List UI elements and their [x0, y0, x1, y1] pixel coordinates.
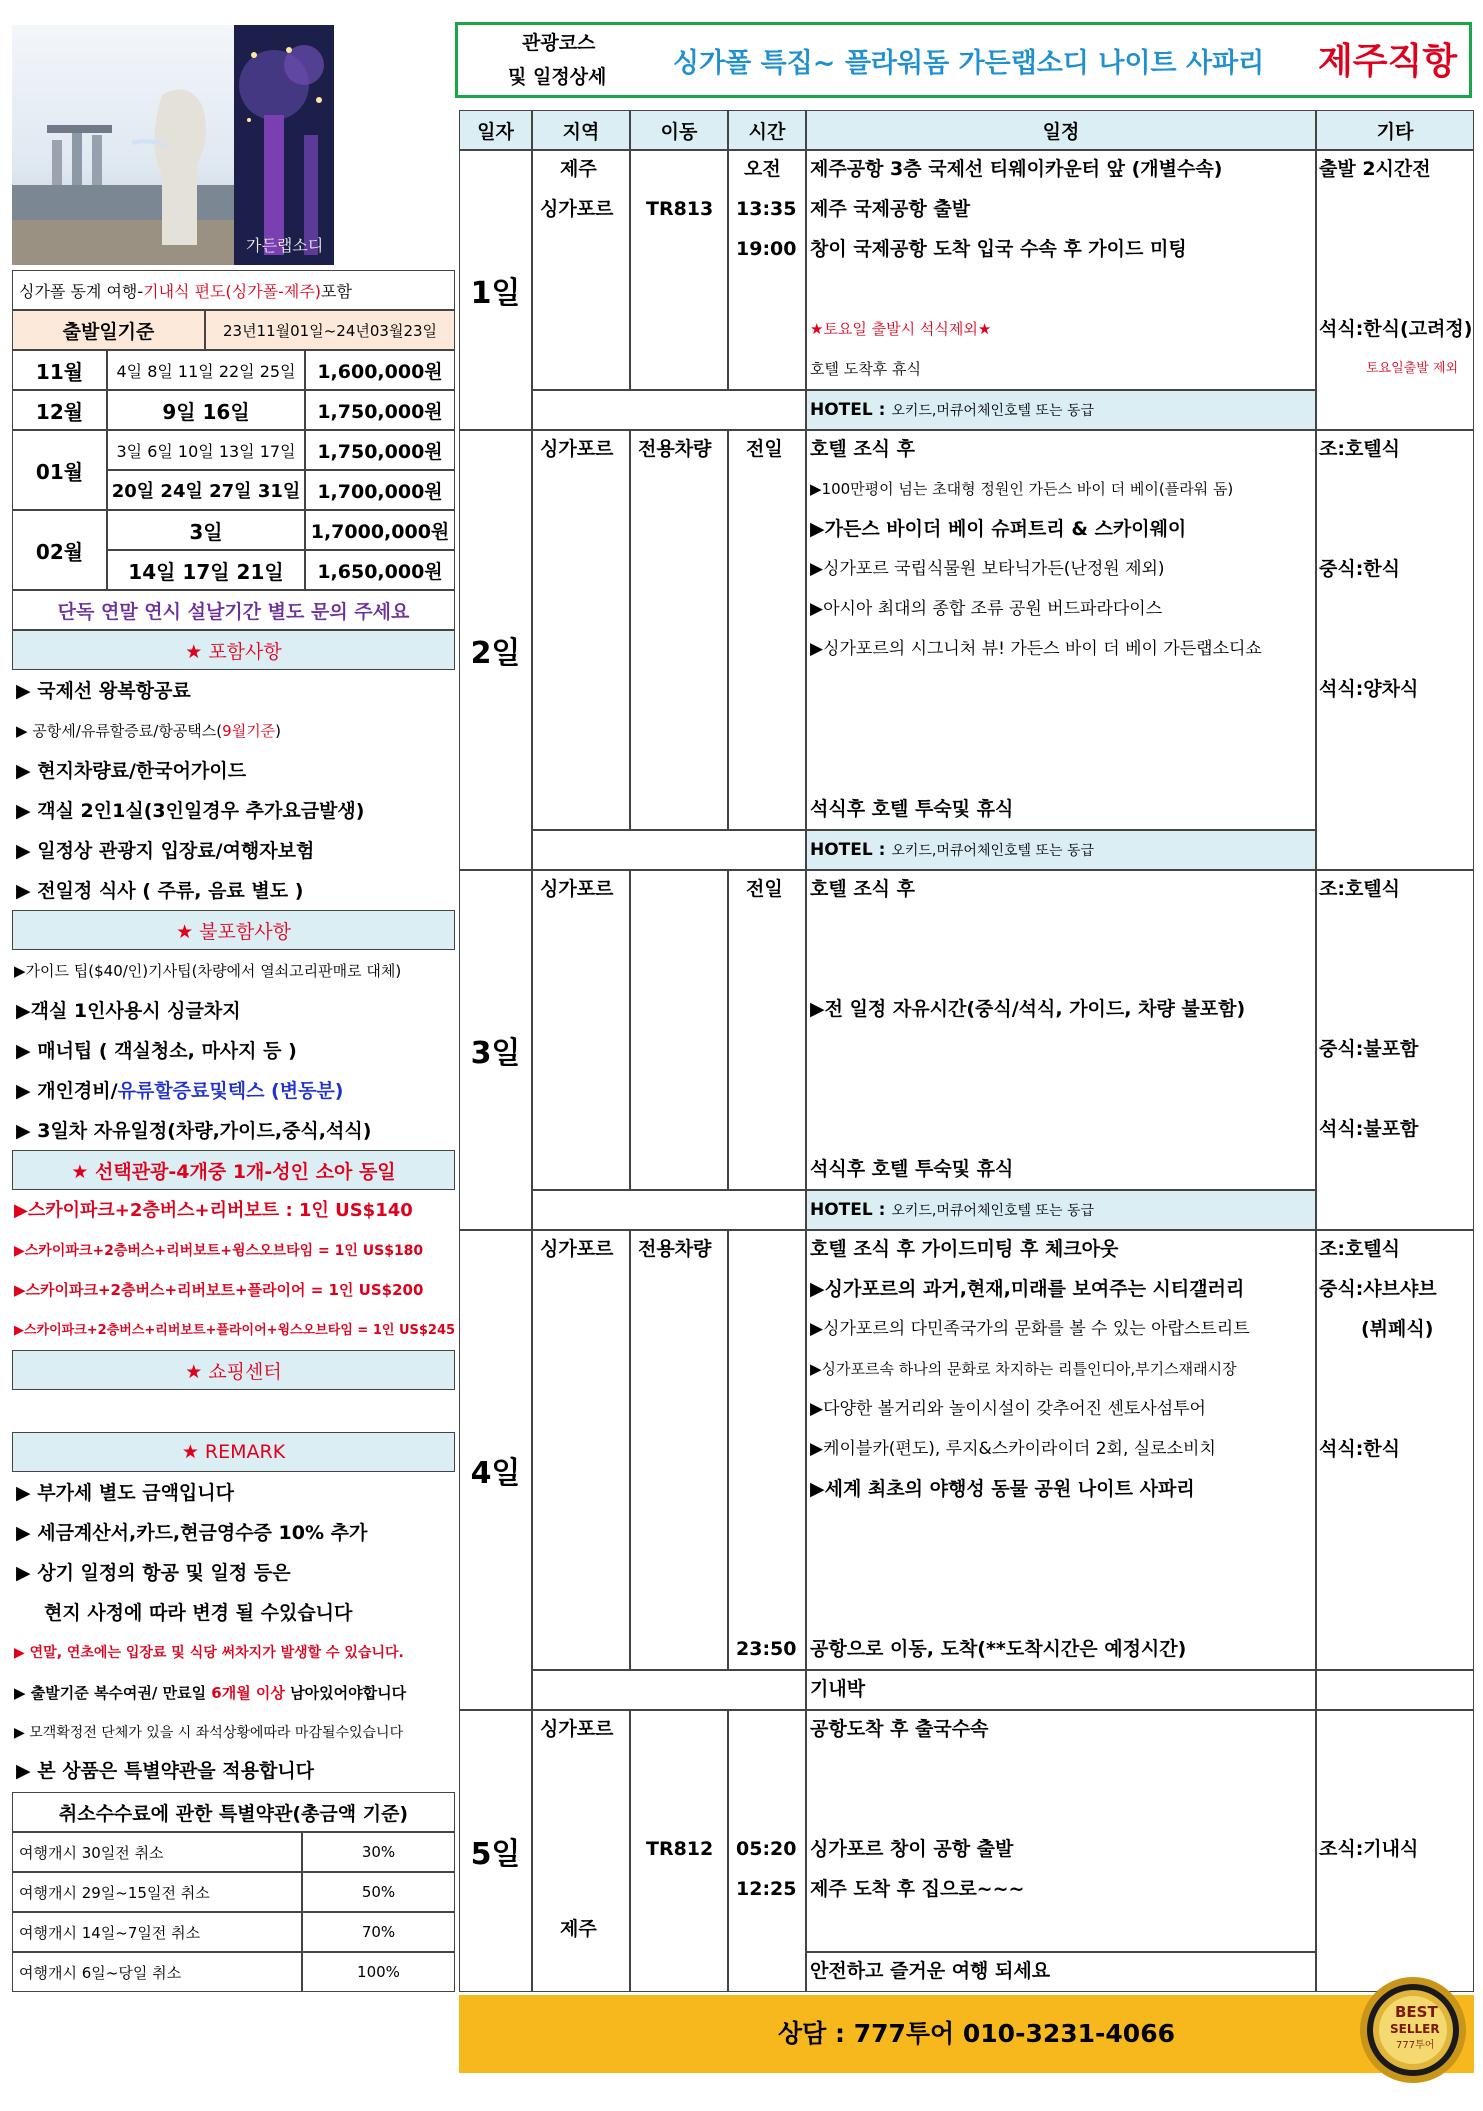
header-region: 지역 — [532, 110, 630, 150]
d1-item-4: ★토요일 출발시 석식제외★ — [810, 320, 992, 338]
d5-item-1: 공항도착 후 출국수속 — [810, 1718, 989, 1740]
trip-line: 싱가폴 동계 여행- 기내식 편도(싱가폴-제주) 포함 — [12, 270, 455, 310]
d2-move-cell — [630, 430, 728, 830]
days-feb-1: 3일 — [107, 510, 305, 550]
d3-etc-3: 석식:불포함 — [1319, 1118, 1419, 1140]
photo-merlion — [12, 25, 234, 265]
d3-item-3: 석식후 호텔 투숙및 휴식 — [810, 1158, 1014, 1180]
d1-itin-cell — [806, 150, 1316, 390]
d4-row2-etc — [1316, 1670, 1474, 1710]
d5-region-1: 싱가포르 — [540, 1718, 614, 1740]
d4-item-2: ▶싱가포르의 과거,현재,미래를 보여주는 시티갤러리 — [810, 1278, 1245, 1300]
d5-region-cell — [532, 1710, 630, 1992]
remark-7: ▶ 모객확정전 단체가 있을 시 좌석상황에따라 마감될수있습니다 — [14, 1725, 404, 1741]
header-transport: 이동 — [630, 110, 728, 150]
days-jan-2: 20일 24일 27일 31일 — [107, 470, 305, 510]
price-feb-1: 1,7000,000원 — [305, 510, 455, 550]
d4-time-cell — [728, 1230, 806, 1670]
price-jan-2: 1,700,000원 — [305, 470, 455, 510]
price-nov: 1,600,000원 — [305, 350, 455, 390]
month-nov: 11월 — [12, 350, 107, 390]
direct-flight-tag: 제주직항 — [1318, 41, 1458, 82]
remark-3: ▶ 상기 일정의 항공 및 일정 등은 — [16, 1562, 291, 1584]
d4-item-4: ▶싱가포르속 하나의 문화로 차지하는 리틀인디아,부기스재래시장 — [810, 1360, 1237, 1378]
day-4: 4일 — [459, 1230, 532, 1710]
d2-etc-1: 조:호텔식 — [1319, 438, 1401, 460]
badge-line-1: BEST — [1395, 2003, 1438, 2021]
cancel-when-3: 여행개시 14일~7일전 취소 — [12, 1912, 302, 1952]
d3-time: 전일 — [746, 878, 783, 900]
d1-etc-3: 토요일출발 제외 — [1366, 361, 1459, 376]
day-5: 5일 — [459, 1710, 532, 1992]
d4-item-9: 기내박 — [810, 1678, 866, 1700]
d5-time-2: 12:25 — [736, 1878, 797, 1900]
cancel-rate-2: 50% — [302, 1872, 455, 1912]
optional-item-4: ▶스카이파크+2층버스+리버보트+플라이어+윙스오브타임 = 1인 US$245 — [14, 1323, 456, 1338]
excluded-item-1: ▶가이드 팁($40/인)기사팁(차량에서 열쇠고리판매로 대체) — [14, 962, 402, 980]
holiday-notice: 단독 연말 연시 설날기간 별도 문의 주세요 — [12, 590, 455, 630]
d1-region-1: 제주 — [560, 158, 597, 180]
excluded-title: ★ 불포함사항 — [12, 910, 455, 950]
d3-item-2: ▶전 일정 자유시간(중식/석식, 가이드, 차량 불포함) — [810, 998, 1246, 1020]
d1-time-2: 13:35 — [736, 198, 797, 220]
day-3: 3일 — [459, 870, 532, 1230]
d3-hotel: HOTEL : 오키드,머큐어체인호텔 또는 동급 — [810, 1200, 1095, 1220]
d2-move: 전용차량 — [638, 438, 712, 460]
included-title: ★ 포함사항 — [12, 630, 455, 670]
price-feb-2: 1,650,000원 — [305, 550, 455, 590]
d4-region: 싱가포르 — [540, 1238, 614, 1260]
d4-item-1: 호텔 조식 후 가이드미팅 후 체크아웃 — [810, 1238, 1119, 1260]
remark-6: ▶ 출발기준 복수여권/ 만료일 6개월 이상 남아있어야합니다 — [14, 1684, 407, 1702]
included-item-3: ▶ 현지차량료/한국어가이드 — [16, 760, 247, 782]
page-title: 싱가폴 특집~ 플라워돔 가든랩소디 나이트 사파리 — [673, 48, 1265, 79]
days-jan-1: 3일 6일 10일 13일 17일 — [107, 430, 305, 470]
d1-time-1: 오전 — [744, 158, 781, 180]
d1-region-cell — [532, 150, 630, 390]
days-dec: 9일 16일 — [107, 390, 305, 430]
d4-etc-2: 중식:샤브샤브 — [1319, 1278, 1437, 1300]
d1-move-cell — [630, 150, 728, 390]
d4-item-5: ▶다양한 볼거리와 놀이시설이 갖추어진 센토사섬투어 — [810, 1399, 1206, 1419]
d5-itin-cell — [806, 1710, 1316, 1952]
d3-etc-2: 중식:불포함 — [1319, 1038, 1419, 1060]
d2-item-4: ▶싱가포르 국립식물원 보타닉가든(난정원 제외) — [810, 559, 1165, 579]
excluded-item-4: ▶ 개인경비/유류할증료및텍스 (변동분) — [16, 1080, 344, 1102]
d2-hotel: HOTEL : 오키드,머큐어체인호텔 또는 동급 — [810, 840, 1095, 860]
day-2: 2일 — [459, 430, 532, 870]
month-jan: 01월 — [12, 430, 107, 510]
d1-time-3: 19:00 — [736, 238, 797, 260]
excluded-item-3: ▶ 매너팁 ( 객실청소, 마사지 등 ) — [16, 1040, 297, 1062]
title-label-1: 관광코스 — [522, 32, 596, 54]
d3-time-cell — [728, 870, 806, 1190]
price-dec: 1,750,000원 — [305, 390, 455, 430]
included-item-2: ▶ 공항세/유류할증료/항공택스(9월기준) — [16, 722, 282, 740]
d1-region-2: 싱가포르 — [540, 198, 614, 220]
d5-time-1: 05:20 — [736, 1838, 797, 1860]
header-itinerary: 일정 — [806, 110, 1316, 150]
d4-move-cell — [630, 1230, 728, 1670]
included-item-1: ▶ 국제선 왕복항공료 — [16, 680, 191, 702]
d2-etc-cell — [1316, 430, 1474, 870]
month-dec: 12월 — [12, 390, 107, 430]
d5-item-3: 제주 도착 후 집으로~~~ — [810, 1878, 1025, 1900]
d5-item-2: 싱가포르 창이 공항 출발 — [810, 1838, 1014, 1860]
d4-move: 전용차량 — [638, 1238, 712, 1260]
days-nov: 4일 8일 11일 22일 25일 — [107, 350, 305, 390]
cancel-rate-1: 30% — [302, 1832, 455, 1872]
d1-etc-2: 석식:한식(고려정) — [1319, 318, 1473, 340]
d1-item-1: 제주공항 3층 국제선 티웨이카운터 앞 (개별수속) — [810, 158, 1223, 180]
optional-item-2: ▶스카이파크+2층버스+리버보트+윙스오브타임 = 1인 US$180 — [14, 1243, 424, 1259]
badge-line-2: SELLER — [1390, 2022, 1440, 2036]
d1-time-cell — [728, 150, 806, 390]
photo-garden-rhapsody — [234, 25, 334, 265]
cancel-rate-3: 70% — [302, 1912, 455, 1952]
d4-item-8: 공항으로 이동, 도착(**도착시간은 예정시간) — [810, 1638, 1187, 1660]
d5-item-4: 안전하고 즐거운 여행 되세요 — [810, 1960, 1051, 1982]
days-feb-2: 14일 17일 21일 — [107, 550, 305, 590]
d4-region-cell — [532, 1230, 630, 1670]
best-seller-badge-icon — [1358, 1975, 1468, 2085]
d4-row2-left — [532, 1670, 806, 1710]
d2-region: 싱가포르 — [540, 438, 614, 460]
header-etc: 기타 — [1316, 110, 1474, 150]
shopping-title: ★ 쇼핑센터 — [12, 1350, 455, 1390]
day-1: 1일 — [459, 150, 532, 430]
d3-hotel-left — [532, 1190, 806, 1230]
d3-item-1: 호텔 조식 후 — [810, 878, 915, 900]
badge-line-3: 777투어 — [1396, 2040, 1435, 2051]
price-jan-1: 1,750,000원 — [305, 430, 455, 470]
remark-title: ★ REMARK — [12, 1432, 455, 1472]
d5-etc-1: 조식:기내식 — [1319, 1838, 1419, 1860]
remark-5: ▶ 연말, 연초에는 입장료 및 식당 써차지가 발생할 수 있습니다. — [14, 1645, 404, 1661]
cancel-when-4: 여행개시 6일~당일 취소 — [12, 1952, 302, 1992]
included-item-6: ▶ 전일정 식사 ( 주류, 음료 별도 ) — [16, 880, 304, 902]
d1-item-2: 제주 국제공항 출발 — [810, 198, 971, 220]
d4-item-3: ▶싱가포르의 다민족국가의 문화를 볼 수 있는 아랍스트리트 — [810, 1319, 1250, 1339]
d1-hotel-left — [532, 390, 806, 430]
remark-4: 현지 사정에 따라 변경 될 수있습니다 — [44, 1602, 353, 1624]
excluded-item-2: ▶객실 1인사용시 싱글차지 — [16, 1000, 241, 1022]
d3-region: 싱가포르 — [540, 878, 614, 900]
d3-itin-cell — [806, 870, 1316, 1190]
optional-title: ★ 선택관광-4개중 1개-성인 소아 동일 — [12, 1150, 455, 1190]
cancel-title: 취소수수료에 관한 특별약관(총금액 기준) — [12, 1792, 455, 1832]
d2-time-cell — [728, 430, 806, 830]
depart-period: 23년11월01일~24년03월23일 — [205, 310, 455, 350]
contact-info: 상담 : 777투어 010-3231-4066 — [778, 2019, 1175, 2048]
d3-etc-1: 조:호텔식 — [1319, 878, 1401, 900]
remark-8: ▶ 본 상품은 특별약관을 적용합니다 — [16, 1760, 315, 1782]
d2-etc-2: 중식:한식 — [1319, 558, 1401, 580]
d4-time: 23:50 — [736, 1638, 797, 1660]
d1-item-3: 창이 국제공항 도착 입국 수속 후 가이드 미팅 — [810, 238, 1187, 260]
cancel-rate-4: 100% — [302, 1952, 455, 1992]
remark-2: ▶ 세금계산서,카드,현금영수증 10% 추가 — [16, 1522, 368, 1544]
cancel-when-1: 여행개시 30일전 취소 — [12, 1832, 302, 1872]
month-feb: 02월 — [12, 510, 107, 590]
included-item-5: ▶ 일정상 관광지 입장료/여행자보험 — [16, 840, 315, 862]
d1-etc-cell — [1316, 150, 1474, 430]
d4-item-6: ▶케이블카(편도), 루지&스카이라이더 2회, 실로소비치 — [810, 1439, 1216, 1459]
photo-caption: 가든랩소디 — [246, 236, 324, 255]
cancel-when-2: 여행개시 29일~15일전 취소 — [12, 1872, 302, 1912]
d3-region-cell — [532, 870, 630, 1190]
d5-region-2: 제주 — [560, 1918, 597, 1940]
d2-time: 전일 — [746, 438, 783, 460]
d4-etc-1: 조:호텔식 — [1319, 1238, 1401, 1260]
optional-item-3: ▶스카이파크+2층버스+리버보트+플라이어 = 1인 US$200 — [14, 1281, 424, 1299]
d2-item-5: ▶아시아 최대의 종합 조류 공원 버드파라다이스 — [810, 599, 1163, 619]
included-item-4: ▶ 객실 2인1실(3인일경우 추가요금발생) — [16, 800, 365, 822]
d3-move-cell — [630, 870, 728, 1190]
d1-move: TR813 — [646, 198, 714, 220]
d4-item-7: ▶세계 최초의 야행성 동물 공원 나이트 사파리 — [810, 1478, 1195, 1500]
d2-item-7: 석식후 호텔 투숙및 휴식 — [810, 798, 1014, 820]
depart-label: 출발일기준 — [12, 310, 205, 350]
optional-item-1: ▶스카이파크+2층버스+리버보트 : 1인 US$140 — [14, 1200, 413, 1221]
d2-item-2: ▶100만평이 넘는 초대형 정원인 가든스 바이 더 베이(플라워 돔) — [810, 480, 1234, 498]
d1-item-5: 호텔 도착후 휴식 — [810, 360, 921, 378]
remark-1: ▶ 부가세 별도 금액입니다 — [16, 1482, 234, 1504]
d1-hotel: HOTEL : 오키드,머큐어체인호텔 또는 동급 — [810, 400, 1095, 420]
title-label-2: 및 일정상세 — [508, 66, 607, 88]
d2-region-cell — [532, 430, 630, 830]
header-time: 시간 — [728, 110, 806, 150]
excluded-item-5: ▶ 3일차 자유일정(차량,가이드,중식,석식) — [16, 1120, 372, 1142]
d2-etc-3: 석식:양차식 — [1319, 678, 1419, 700]
d2-item-6: ▶싱가포르의 시그니처 뷰! 가든스 바이 더 베이 가든랩소디쇼 — [810, 639, 1262, 659]
d2-item-1: 호텔 조식 후 — [810, 438, 915, 460]
d4-row2-itin — [806, 1670, 1316, 1710]
d4-etc-3: (뷔페식) — [1361, 1318, 1434, 1340]
d1-etc-1: 출발 2시간전 — [1319, 158, 1431, 180]
d5-move: TR812 — [646, 1838, 714, 1860]
d2-hotel-left — [532, 830, 806, 870]
d2-item-3: ▶가든스 바이더 베이 슈퍼트리 & 스카이웨이 — [810, 518, 1187, 540]
header-day: 일자 — [459, 110, 532, 150]
d4-etc-4: 석식:한식 — [1319, 1438, 1401, 1460]
